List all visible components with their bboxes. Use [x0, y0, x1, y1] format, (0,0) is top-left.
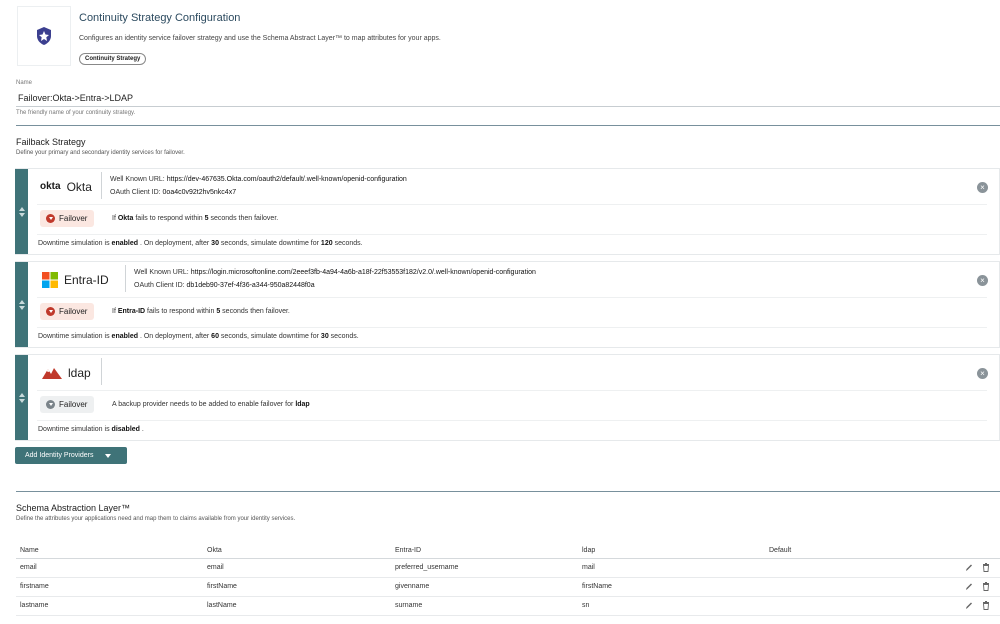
name-field-label: Name [16, 80, 33, 86]
ldap-logo [42, 364, 91, 381]
name-input[interactable] [16, 90, 1000, 107]
well-known-url: Well Known URL: https://dev-467635.Okta.com/oauth2/default/.well-known/openid-configuration [110, 176, 407, 183]
attribute-name: lastname [20, 602, 49, 609]
attribute-name: firstname [20, 583, 49, 590]
table-row[interactable] [16, 578, 1000, 597]
row-separator [37, 297, 987, 298]
ldap-mountain-icon [42, 367, 62, 379]
provider-card-entra-id[interactable] [15, 261, 1000, 348]
drag-handle[interactable] [15, 355, 28, 440]
add-identity-providers-button[interactable] [15, 447, 127, 464]
row-separator [37, 234, 987, 235]
attribute-name: email [20, 564, 37, 571]
drag-handle[interactable] [15, 169, 28, 254]
okta-claim: lastName [207, 602, 237, 609]
downtime-simulation: Downtime simulation is enabled . On deployment, after 30 seconds, simulate downtime for 120 seconds. [38, 240, 363, 247]
downtime-simulation: Downtime simulation is enabled . On deployment, after 60 seconds, simulate downtime for 30 seconds. [38, 333, 359, 340]
page-title: Continuity Strategy Configuration [79, 12, 241, 24]
strategy-logo [17, 6, 71, 66]
row-separator [37, 420, 987, 421]
failover-toggle[interactable]: Failover [40, 303, 94, 320]
chevron-down-circle-icon [46, 307, 55, 316]
schema-description: Define the attributes your applications need and map them to claims available from your identity services. [16, 516, 296, 522]
trash-icon[interactable] [982, 601, 990, 610]
schema-title: Schema Abstraction Layer™ [16, 503, 131, 513]
close-circle-icon: × [980, 275, 985, 285]
remove-provider-button[interactable] [977, 368, 988, 379]
trash-icon[interactable] [982, 582, 990, 591]
drag-handle[interactable] [15, 262, 28, 347]
move-up-icon[interactable] [19, 393, 25, 397]
failover-description: If Okta fails to respond within 5 seconds then failover. [112, 215, 279, 222]
failover-toggle[interactable]: Failover [40, 396, 94, 413]
column-header: Default [769, 547, 792, 554]
failover-description: If Entra-ID fails to respond within 5 seconds then failover. [112, 308, 290, 315]
remove-provider-button[interactable] [977, 275, 988, 286]
provider-name: Okta [66, 179, 92, 194]
schema-table [16, 543, 1000, 616]
provider-name: ldap [68, 365, 91, 380]
failback-description: Define your primary and secondary identity services for failover. [16, 150, 185, 156]
failback-title: Failback Strategy [16, 137, 86, 147]
well-known-url: Well Known URL: https://login.microsoftonline.com/2eeef3fb-4a94-4a6b-a18f-22f53553f182/v2.0/.well-known/openid-configuration [134, 269, 536, 276]
ldap-claim: sn [582, 602, 590, 609]
provider-card-ldap[interactable] [15, 354, 1000, 441]
microsoft-logo-icon [42, 272, 58, 288]
okta-claim: email [207, 564, 224, 571]
trash-icon[interactable] [982, 563, 990, 572]
provider-name: Entra-ID [64, 272, 109, 287]
table-row[interactable] [16, 559, 1000, 578]
backup-required-message: A backup provider needs to be added to enable failover for ldap [112, 401, 310, 408]
downtime-simulation: Downtime simulation is disabled . [38, 426, 144, 433]
page-description: Configures an identity service failover strategy and use the Schema Abstract Layer™ to map attributes for your apps. [79, 35, 441, 42]
pencil-icon[interactable] [965, 601, 973, 610]
row-separator [37, 327, 987, 328]
entra-logo [42, 271, 109, 288]
entra-claim: givenname [395, 583, 430, 590]
row-separator [37, 204, 987, 205]
chevron-down-icon [105, 454, 111, 458]
move-up-icon[interactable] [19, 207, 25, 211]
pencil-icon[interactable] [965, 582, 973, 591]
separator [101, 172, 102, 199]
client-id: OAuth Client ID: db1deb90-37ef-4f36-a344-950a82448f0a [134, 282, 315, 289]
chevron-down-circle-icon [46, 400, 55, 409]
okta-claim: firstName [207, 583, 237, 590]
column-header: Okta [207, 547, 222, 554]
row-separator [37, 390, 987, 391]
move-down-icon[interactable] [19, 399, 25, 403]
page-header [0, 0, 1000, 80]
add-button-label: Add Identity Providers [25, 452, 94, 459]
table-row[interactable] [16, 597, 1000, 616]
separator [101, 358, 102, 385]
close-circle-icon: × [980, 182, 985, 192]
move-up-icon[interactable] [19, 300, 25, 304]
pencil-icon[interactable] [965, 563, 973, 572]
ldap-claim: firstName [582, 583, 612, 590]
okta-wordmark-icon: okta [40, 181, 61, 192]
table-header [16, 543, 1000, 559]
client-id: OAuth Client ID: 0oa4c0v92t2hv5nkc4x7 [110, 189, 237, 196]
provider-card-okta[interactable] [15, 168, 1000, 255]
remove-provider-button[interactable] [977, 182, 988, 193]
section-divider [16, 125, 1000, 126]
separator [125, 265, 126, 292]
column-header: ldap [582, 547, 596, 554]
move-down-icon[interactable] [19, 213, 25, 217]
shield-icon [34, 26, 54, 46]
close-circle-icon: × [980, 368, 985, 378]
failover-toggle[interactable]: Failover [40, 210, 94, 227]
entra-claim: preferred_username [395, 564, 459, 571]
ldap-claim: mail [582, 564, 595, 571]
move-down-icon[interactable] [19, 306, 25, 310]
column-header: Name [20, 547, 39, 554]
entra-claim: surname [395, 602, 423, 609]
chevron-down-circle-icon [46, 214, 55, 223]
section-divider [16, 491, 1000, 492]
okta-logo [40, 178, 92, 195]
category-badge: Continuity Strategy [79, 53, 146, 65]
name-field-help: The friendly name of your continuity strategy. [16, 110, 136, 116]
column-header: Entra-ID [395, 547, 422, 554]
